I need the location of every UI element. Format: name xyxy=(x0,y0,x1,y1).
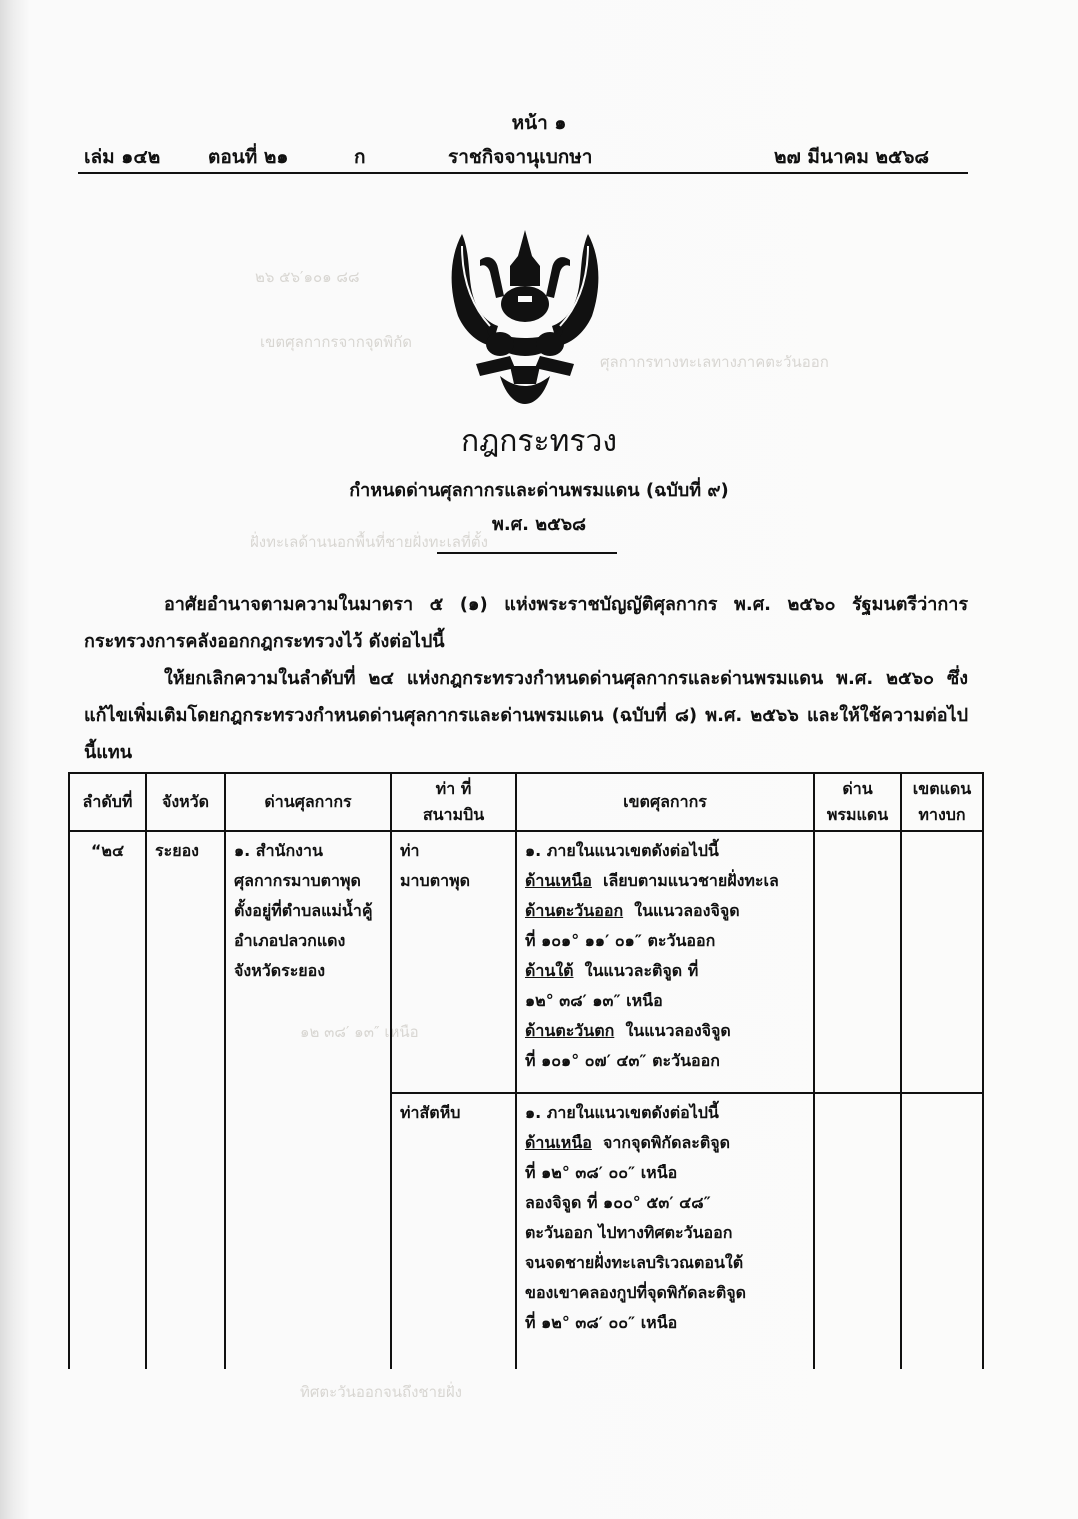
zone-west-line xyxy=(525,1016,805,1046)
zone-west-coord: ที่ ๑๐๑° ๐๗′ ๔๓″ ตะวันออก xyxy=(525,1051,720,1070)
cell-port-sattahip xyxy=(391,1093,516,1369)
zone-west-label: ด้านตะวันตก xyxy=(525,1021,615,1040)
cell-zone-sattahip xyxy=(516,1093,814,1369)
cell-land-border xyxy=(901,1093,983,1369)
document-year: พ.ศ. ๒๕๖๘ xyxy=(491,514,587,535)
bleed-through-text: เขตศุลกากรจากจุดพิกัด xyxy=(260,333,413,351)
preamble-paragraph xyxy=(84,586,968,660)
zone-south-coord: ๑๒° ๓๘′ ๑๓″ เหนือ xyxy=(525,991,663,1010)
customs-border-table xyxy=(68,772,984,1369)
cell-border-post xyxy=(814,1093,901,1369)
zone-north-label: ด้านเหนือ xyxy=(525,871,592,890)
port-line: มาบตาพุด xyxy=(400,871,470,890)
volume-number: เล่ม ๑๔๒ xyxy=(84,146,161,168)
zone-north-text: จากจุดพิกัดละติจูด xyxy=(603,1133,731,1152)
bleed-through-text: ๒๖ ๕๖′๑๐๑ ๘๘ xyxy=(255,268,360,286)
zone-north-text: เลียบตามแนวชายฝั่งทะเล xyxy=(603,871,779,890)
bleed-through-text: ทิศตะวันออกจนถึงชายฝั่ง xyxy=(300,1383,462,1401)
header-border-post-line: ด่าน xyxy=(842,779,873,798)
garuda-emblem-icon xyxy=(440,226,610,406)
table-header-row xyxy=(69,773,983,831)
page-number: หน้า ๑ xyxy=(511,112,567,134)
preamble-text: อาศัยอำนาจตามความในมาตรา ๕ (๑) แห่งพระราชบัญญัติศุลกากร พ.ศ. ๒๕๖๐ รัฐมนตรีว่าการกระทรวงการคลังออกกฎกระทรวงไว้ ดังต่อไปนี้ xyxy=(84,594,968,652)
header-land-border xyxy=(901,773,983,831)
header-customs-zone: เขตศุลกากร xyxy=(516,773,814,831)
zone-line: จนจดชายฝั่งทะเลบริเวณตอนใต้ xyxy=(525,1253,744,1272)
gazette-name: ราชกิจจานุเบกษา xyxy=(448,146,593,168)
port-line: ท่า xyxy=(400,841,420,860)
zone-east-line xyxy=(525,896,805,926)
cell-order: “๒๔ xyxy=(69,831,146,1369)
customs-office-line: ๑. สำนักงาน xyxy=(234,841,323,860)
port-line: ท่าสัตหีบ xyxy=(400,1103,461,1122)
header-port-line: ท่า ที่ xyxy=(435,779,472,798)
bleed-through-text: ศุลกากรทางทะเลทางภาคตะวันออก xyxy=(600,353,829,371)
zone-north-label: ด้านเหนือ xyxy=(525,1133,592,1152)
zone-line: ตะวันออก ไปทางทิศตะวันออก xyxy=(525,1223,733,1242)
header-land-border-line: ทางบก xyxy=(918,805,966,824)
zone-north-line xyxy=(525,1128,805,1158)
header-order: ลำดับที่ xyxy=(69,773,146,831)
publication-date: ๒๗ มีนาคม ๒๕๖๘ xyxy=(774,146,930,168)
section-number: ตอนที่ ๒๑ xyxy=(208,146,289,168)
header-port xyxy=(391,773,516,831)
cell-land-border xyxy=(901,831,983,1093)
header-divider xyxy=(78,172,968,174)
cell-province: ระยอง xyxy=(146,831,225,1369)
cell-border-post xyxy=(814,831,901,1093)
zone-east-coord: ที่ ๑๐๑° ๑๑′ ๐๑″ ตะวันออก xyxy=(525,931,716,950)
bleed-through-text: ฝั่งทะเลด้านนอกพื้นที่ชายฝั่งทะเลที่ตั้ง xyxy=(250,533,488,551)
header-province: จังหวัด xyxy=(146,773,225,831)
cell-zone-map-ta-phut xyxy=(516,831,814,1093)
zone-line: ของเขาคลองกูปที่จุดพิกัดละติจูด xyxy=(525,1283,747,1302)
header-port-line: สนามบิน xyxy=(422,805,485,824)
header-customs-office: ด่านศุลกากร xyxy=(225,773,391,831)
zone-east-label: ด้านตะวันออก xyxy=(525,901,624,920)
zone-south-text: ในแนวละติจูด ที่ xyxy=(584,961,699,980)
cell-port-map-ta-phut xyxy=(391,831,516,1093)
zone-west-text: ในแนวลองจิจูด xyxy=(625,1021,731,1040)
document-subtitle: กำหนดด่านศุลกากรและด่านพรมแดน (ฉบับที่ ๙) xyxy=(349,480,729,501)
zone-intro: ๑. ภายในแนวเขตดังต่อไปนี้ xyxy=(525,841,719,860)
header-border-post-line: พรมแดน xyxy=(826,805,889,824)
gazette-running-header xyxy=(80,142,966,172)
zone-line: ที่ ๑๒° ๓๘′ ๐๐″ เหนือ xyxy=(525,1313,678,1332)
section-letter: ก xyxy=(354,146,366,168)
title-divider xyxy=(437,552,617,554)
zone-line: ลองจิจูด ที่ ๑๐๐° ๕๓′ ๔๘″ xyxy=(525,1193,711,1212)
customs-office-line: อำเภอปลวกแดง xyxy=(234,931,346,950)
table-row xyxy=(69,831,983,1093)
header-land-border-line: เขตแดน xyxy=(912,779,972,798)
zone-north-line xyxy=(525,866,805,896)
zone-south-label: ด้านใต้ xyxy=(525,961,574,980)
zone-line: ที่ ๑๒° ๓๘′ ๐๐″ เหนือ xyxy=(525,1163,678,1182)
bleed-through-text: ๑๒ ๓๘′ ๑๓″ เหนือ xyxy=(300,1023,419,1041)
customs-office-line: ตั้งอยู่ที่ตำบลแม่น้ำคู้ xyxy=(234,901,373,920)
repeal-text: ให้ยกเลิกความในลำดับที่ ๒๔ แห่งกฎกระทรวงกำหนดด่านศุลกากรและด่านพรมแดน พ.ศ. ๒๕๖๐ ซึ่งแก้ไขเพิ่มเติมโดยกฎกระทรวงกำหนดด่านศุลกากรและด่านพรมแดน (ฉบับที่ ๘) พ.ศ. ๒๕๖๖ และให้ใช้ความต่อไปนี้แทน xyxy=(84,668,969,763)
customs-office-line: ศุลกากรมาบตาพุด xyxy=(234,871,361,890)
customs-office-line: จังหวัดระยอง xyxy=(234,961,326,980)
zone-intro: ๑. ภายในแนวเขตดังต่อไปนี้ xyxy=(525,1103,719,1122)
header-border-post xyxy=(814,773,901,831)
document-title: กฎกระทรวง xyxy=(460,424,618,459)
repeal-paragraph xyxy=(84,660,968,771)
zone-south-line xyxy=(525,956,805,986)
zone-east-text: ในแนวลองจิจูด xyxy=(634,901,740,920)
cell-customs-office xyxy=(225,831,391,1369)
